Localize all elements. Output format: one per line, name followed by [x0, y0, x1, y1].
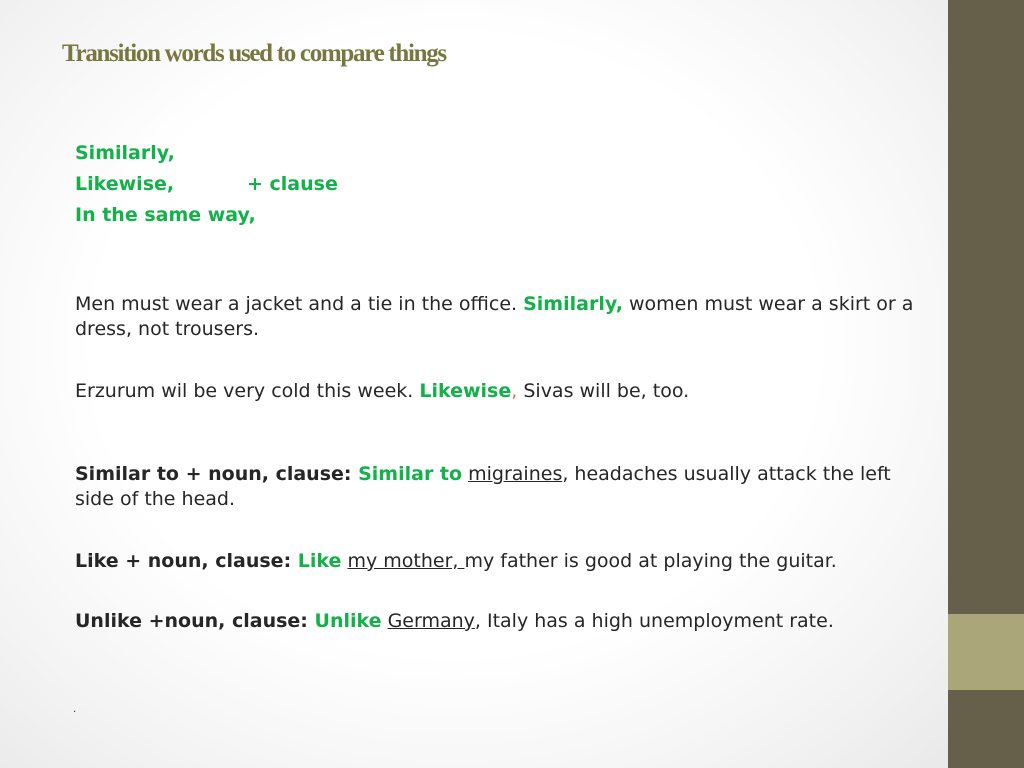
- rule-similar-to: [75, 462, 915, 512]
- rule-text: , Italy has a high unemployment rate.: [474, 610, 834, 632]
- footer-dot: .: [73, 704, 77, 715]
- keyword-text: Similarly,: [75, 142, 175, 164]
- example-keyword: Likewise: [419, 380, 512, 402]
- example-keyword: Similarly,: [523, 293, 623, 315]
- example-comma: ,: [511, 380, 518, 402]
- side-bar-light-segment: [948, 614, 1024, 690]
- rule-keyword: Unlike: [314, 610, 382, 632]
- rule-keyword: Like: [297, 550, 342, 572]
- example-text: Sivas will be, too.: [517, 380, 690, 402]
- example-text: Erzurum wil be very cold this week.: [75, 380, 420, 402]
- keyword-text: Likewise,: [75, 173, 175, 195]
- slide-content: [75, 138, 915, 634]
- side-bar-dark-top: [948, 0, 1024, 614]
- rule-text: my father is good at playing the guitar.: [464, 550, 837, 572]
- rule-noun: my mother,: [347, 550, 465, 572]
- example-likewise: [75, 379, 915, 404]
- rule-unlike: [75, 609, 915, 634]
- keyword-likewise: [75, 169, 915, 200]
- keyword-same-way: [75, 200, 915, 231]
- rule-label: Similar to + noun, clause:: [75, 463, 359, 485]
- rule-keyword: Similar to: [358, 463, 463, 485]
- keyword-list: [75, 138, 915, 231]
- rule-label: Like + noun, clause:: [75, 550, 298, 572]
- slide-title: Transition words used to compare things: [62, 40, 446, 67]
- example-text: women must wear a skirt or a dress, not trousers.: [75, 293, 914, 340]
- side-bar-dark-bottom: [948, 690, 1024, 768]
- rule-like: [75, 549, 915, 574]
- example-text: Men must wear a jacket and a tie in the office.: [75, 293, 524, 315]
- rule-text: , headaches usually attack the left side of the head.: [75, 463, 891, 510]
- keyword-text: In the same way,: [75, 204, 256, 226]
- rule-noun: migraines: [468, 463, 563, 485]
- side-bar: [948, 0, 1024, 768]
- rule-label: Unlike +noun, clause:: [75, 610, 315, 632]
- keyword-similarly: [75, 138, 915, 169]
- clause-note: + clause: [247, 173, 338, 195]
- example-similarly: [75, 292, 915, 342]
- rule-noun: Germany: [387, 610, 475, 632]
